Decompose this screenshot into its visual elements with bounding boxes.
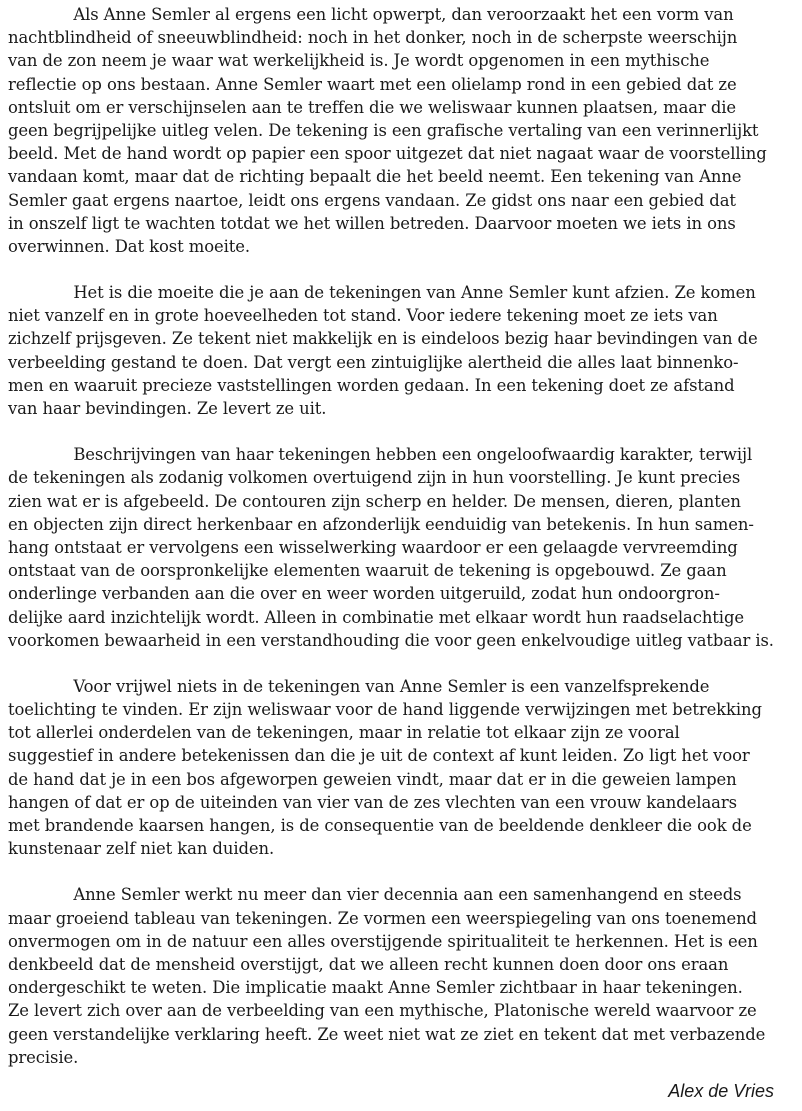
text-line: Beschrijvingen van haar tekeningen hebben een ongeloofwaardig karakter, terwijl	[73, 445, 753, 465]
text-line: suggestief in andere betekenissen dan die je uit de context af kunt leiden. Zo ligt het voor	[8, 746, 750, 766]
text-line: overwinnen. Dat kost moeite.	[8, 236, 251, 256]
text-line: geen begrijpelijke uitleg velen. De tekening is een grafische vertaling van een verinnerlijkt	[8, 120, 759, 140]
text-line: Het is die moeite die je aan de tekeningen van Anne Semler kunt afzien. Ze komen	[73, 283, 756, 303]
text-line: hangen of dat er op de uiteinden van vier van de zes vlechten van een vrouw kandelaars	[8, 792, 737, 812]
text-line: reflectie op ons bestaan. Anne Semler waart met een olielamp rond in een gebied dat ze	[8, 74, 737, 94]
text-line: met brandende kaarsen hangen, is de consequentie van de beeldende denkleer die ook de	[8, 816, 752, 835]
text-line: in onszelf ligt te wachten totdat we het willen betreden. Daarvoor moeten we iets in ons	[8, 213, 736, 233]
paragraph	[8, 883, 782, 1069]
text-line: niet vanzelf en in grote hoeveelheden tot stand. Voor iedere tekening moet ze iets van	[8, 306, 718, 326]
text-line: precisie.	[8, 1047, 79, 1067]
text-line: ontstaat van de oorspronkelijke elementen waaruit de tekening is opgebouwd. Ze gaan	[8, 561, 727, 581]
text-line: van de zon neem je waar wat werkelijkheid is. Je wordt opgenomen in een mythische	[8, 51, 710, 71]
text-line: nachtblindheid of sneeuwblindheid: noch in het donker, noch in de scherpste weerschijn	[8, 28, 738, 48]
text-line: maar groeiend tableau van tekeningen. Ze vormen een weerspiegeling van ons toenemend	[8, 908, 757, 928]
body-text	[8, 3, 782, 1069]
text-line: voorkomen bewaarheid in een verstandhouding die voor geen enkelvoudige uitleg vatbaar is.	[8, 630, 774, 650]
text-line: toelichting te vinden. Er zijn weliswaar voor de hand liggende verwijzingen met betrekking	[8, 700, 762, 720]
text-line: Anne Semler werkt nu meer dan vier decennia aan een samenhangend en steeds	[73, 885, 742, 905]
text-line: van haar bevindingen. Ze levert ze uit.	[8, 399, 327, 418]
text-line: zien wat er is afgebeeld. De contouren zijn scherp en helder. De mensen, dieren, planten	[8, 491, 741, 511]
text-line: men en waaruit precieze vaststellingen worden gedaan. In een tekening doet ze afstand	[8, 375, 735, 395]
author-signature: Alex de Vries	[668, 1081, 774, 1101]
text-line: de hand dat je in een bos afgeworpen geweien vindt, maar dat er in die geweien lampen	[8, 769, 737, 789]
text-line: kunstenaar zelf niet kan duiden.	[8, 839, 275, 859]
text-line: denkbeeld dat de mensheid overstijgt, dat we alleen recht kunnen doen door ons eraan	[8, 954, 729, 974]
text-line: ontsluit om er verschijnselen aan te treffen die we weliswaar kunnen plaatsen, maar die	[8, 97, 737, 117]
text-line: vandaan komt, maar dat de richting bepaalt die het beeld neemt. Een tekening van Anne	[8, 167, 742, 187]
text-line: en objecten zijn direct herkenbaar en afzonderlijk eenduidig van betekenis. In hun samen-	[8, 514, 754, 534]
text-line: ondergeschikt te weten. Die implicatie maakt Anne Semler zichtbaar in haar tekeningen.	[8, 978, 743, 998]
text-line: de tekeningen als zodanig volkomen overtuigend zijn in hun voorstelling. Je kunt precies	[8, 468, 741, 488]
text-line: Als Anne Semler al ergens een licht opwerpt, dan veroorzaakt het een vorm van	[73, 5, 734, 24]
text-line: Voor vrijwel niets in de tekeningen van Anne Semler is een vanzelfsprekende	[73, 676, 710, 696]
text-line: hang ontstaat er vervolgens een wisselwerking waardoor er een gelaagde vervreemding	[8, 537, 738, 557]
text-line: zichzelf prijsgeven. Ze tekent niet makkelijk en is eindeloos bezig haar bevindingen van de	[8, 329, 758, 349]
text-line: tot allerlei onderdelen van de tekeningen, maar in relatie tot elkaar zijn ze vooral	[8, 723, 680, 743]
text-line: Semler gaat ergens naartoe, leidt ons ergens vandaan. Ze gidst ons naar een gebied dat	[8, 190, 736, 210]
text-line: geen verstandelijke verklaring heeft. Ze weet niet wat ze ziet en tekent dat met verbazende	[8, 1024, 766, 1044]
text-line: onvermogen om in de natuur een alles overstijgende spiritualiteit te herkennen. Het is een	[8, 931, 758, 951]
paragraph	[8, 443, 782, 652]
text-line: Ze levert zich over aan de verbeelding van een mythische, Platonische wereld waarvoor ze	[8, 1001, 757, 1021]
paragraph	[8, 281, 782, 420]
paragraph	[8, 675, 782, 861]
text-line: delijke aard inzichtelijk wordt. Alleen in combinatie met elkaar wordt hun raadselachtige	[8, 607, 745, 627]
text-line: onderlinge verbanden aan die over en weer worden uitgeruild, zodat hun ondoorgron-	[8, 584, 720, 604]
text-line: beeld. Met de hand wordt op papier een spoor uitgezet dat niet nagaat waar de voorstelling	[8, 144, 767, 164]
paragraph	[8, 3, 782, 258]
text-line: verbeelding gestand te doen. Dat vergt een zintuiglijke alertheid die alles laat binnenko-	[8, 352, 739, 372]
